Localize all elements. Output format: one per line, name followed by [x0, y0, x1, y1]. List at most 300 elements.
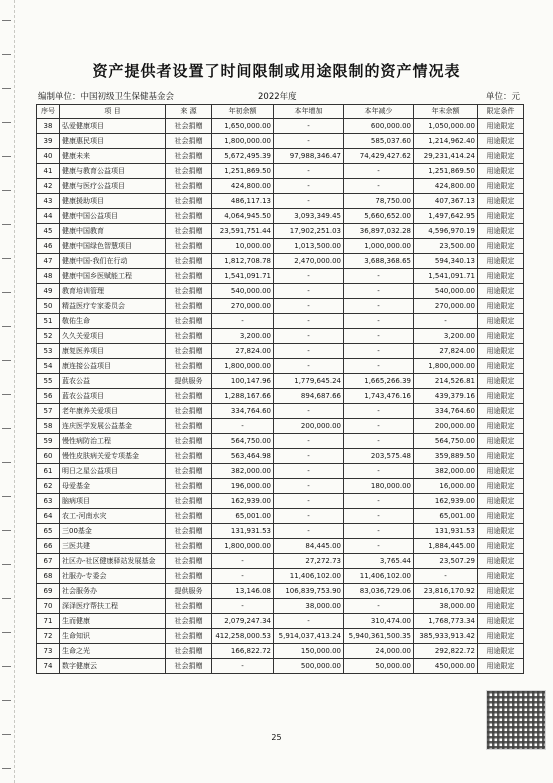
cell-increase: 3,093,349.45 — [274, 209, 344, 224]
cell-begin-balance: 10,000.00 — [212, 239, 274, 254]
cell-increase: - — [274, 509, 344, 524]
edge-tick — [2, 768, 11, 769]
cell-source: 社会捐赠 — [166, 284, 212, 299]
cell-source: 社会捐赠 — [166, 599, 212, 614]
cell-increase: - — [274, 134, 344, 149]
cell-source: 社会捐赠 — [166, 494, 212, 509]
cell-no: 51 — [37, 314, 60, 329]
cell-decrease: - — [344, 359, 414, 374]
cell-increase: - — [274, 614, 344, 629]
cell-no: 74 — [37, 659, 60, 674]
cell-end-balance: 1,497,642.95 — [414, 209, 478, 224]
cell-begin-balance: 563,464.98 — [212, 449, 274, 464]
cell-restriction: 用途限定 — [478, 539, 524, 554]
table-row — [37, 584, 524, 599]
cell-no: 49 — [37, 284, 60, 299]
cell-begin-balance: 1,812,708.78 — [212, 254, 274, 269]
cell-end-balance: 214,526.81 — [414, 374, 478, 389]
cell-source: 提供服务 — [166, 584, 212, 599]
cell-end-balance: 4,596,970.19 — [414, 224, 478, 239]
cell-increase: - — [274, 494, 344, 509]
cell-restriction: 用途限定 — [478, 134, 524, 149]
cell-end-balance: 564,750.00 — [414, 434, 478, 449]
cell-item: 生命之光 — [60, 644, 166, 659]
cell-no: 55 — [37, 374, 60, 389]
table-row — [37, 134, 524, 149]
table-row — [37, 434, 524, 449]
cell-source: 社会捐赠 — [166, 209, 212, 224]
cell-end-balance: 334,764.60 — [414, 404, 478, 419]
cell-restriction: 用途限定 — [478, 224, 524, 239]
cell-item: 数字健康云 — [60, 659, 166, 674]
cell-decrease: - — [344, 524, 414, 539]
cell-begin-balance: - — [212, 569, 274, 584]
cell-no: 52 — [37, 329, 60, 344]
cell-increase: 150,000.00 — [274, 644, 344, 659]
cell-item: 健康中国绿色智慧项目 — [60, 239, 166, 254]
cell-restriction: 用途限定 — [478, 389, 524, 404]
cell-item: 健康与教育公益项目 — [60, 164, 166, 179]
cell-decrease: - — [344, 434, 414, 449]
table-row — [37, 629, 524, 644]
cell-begin-balance: 196,000.00 — [212, 479, 274, 494]
table-row — [37, 509, 524, 524]
cell-end-balance: 162,939.00 — [414, 494, 478, 509]
cell-end-balance: 3,200.00 — [414, 329, 478, 344]
cell-item: 社会服务办 — [60, 584, 166, 599]
cell-decrease: 1,743,476.16 — [344, 389, 414, 404]
cell-increase: - — [274, 284, 344, 299]
cell-restriction: 用途限定 — [478, 344, 524, 359]
cell-begin-balance: - — [212, 554, 274, 569]
header-decrease: 本年减少 — [344, 105, 414, 119]
cell-begin-balance: 3,200.00 — [212, 329, 274, 344]
cell-decrease: - — [344, 539, 414, 554]
cell-restriction: 用途限定 — [478, 509, 524, 524]
cell-no: 68 — [37, 569, 60, 584]
table-row — [37, 569, 524, 584]
cell-source: 社会捐赠 — [166, 539, 212, 554]
cell-item: 慢性皮肤病关爱专项基金 — [60, 449, 166, 464]
cell-end-balance: 292,822.72 — [414, 644, 478, 659]
edge-tick — [2, 88, 11, 89]
cell-item: 深泽医疗帮扶工程 — [60, 599, 166, 614]
cell-decrease: 36,897,032.28 — [344, 224, 414, 239]
edge-tick — [2, 700, 11, 701]
cell-increase: - — [274, 434, 344, 449]
header-item: 项 目 — [60, 105, 166, 119]
cell-item: 母爱基金 — [60, 479, 166, 494]
edge-tick — [2, 394, 11, 395]
table-row — [37, 419, 524, 434]
cell-no: 59 — [37, 434, 60, 449]
table-row — [37, 449, 524, 464]
cell-source: 社会捐赠 — [166, 479, 212, 494]
cell-no: 39 — [37, 134, 60, 149]
cell-item: 健康中国乡医赋能工程 — [60, 269, 166, 284]
cell-source: 社会捐赠 — [166, 254, 212, 269]
cell-restriction: 用途限定 — [478, 329, 524, 344]
cell-begin-balance: 5,672,495.39 — [212, 149, 274, 164]
edge-tick — [2, 224, 11, 225]
cell-end-balance: 540,000.00 — [414, 284, 478, 299]
cell-increase: - — [274, 269, 344, 284]
page-number: 25 — [271, 733, 282, 742]
cell-end-balance: 424,800.00 — [414, 179, 478, 194]
cell-no: 67 — [37, 554, 60, 569]
cell-begin-balance: 1,650,000.00 — [212, 119, 274, 134]
cell-end-balance: 385,933,913.42 — [414, 629, 478, 644]
cell-decrease: 180,000.00 — [344, 479, 414, 494]
header-begin-balance: 年初余额 — [212, 105, 274, 119]
cell-restriction: 用途限定 — [478, 194, 524, 209]
cell-increase: - — [274, 329, 344, 344]
cell-decrease: - — [344, 269, 414, 284]
cell-end-balance: - — [414, 314, 478, 329]
table-header-row — [37, 105, 524, 119]
cell-increase: - — [274, 299, 344, 314]
cell-restriction: 用途限定 — [478, 209, 524, 224]
cell-no: 65 — [37, 524, 60, 539]
cell-decrease: - — [344, 599, 414, 614]
cell-end-balance: 450,000.00 — [414, 659, 478, 674]
cell-restriction: 用途限定 — [478, 584, 524, 599]
cell-item: 生而健康 — [60, 614, 166, 629]
cell-decrease: 78,750.00 — [344, 194, 414, 209]
edge-tick — [2, 54, 11, 55]
cell-decrease: - — [344, 299, 414, 314]
cell-restriction: 用途限定 — [478, 569, 524, 584]
cell-source: 提供服务 — [166, 374, 212, 389]
cell-restriction: 用途限定 — [478, 119, 524, 134]
cell-decrease: - — [344, 329, 414, 344]
cell-decrease: 310,474.00 — [344, 614, 414, 629]
cell-begin-balance: 540,000.00 — [212, 284, 274, 299]
cell-item: 三医共建 — [60, 539, 166, 554]
cell-begin-balance: - — [212, 419, 274, 434]
cell-no: 57 — [37, 404, 60, 419]
cell-no: 54 — [37, 359, 60, 374]
edge-tick — [2, 190, 11, 191]
table-row — [37, 344, 524, 359]
edge-tick — [2, 632, 11, 633]
cell-source: 社会捐赠 — [166, 554, 212, 569]
cell-item: 健康中国-我们在行动 — [60, 254, 166, 269]
edge-tick — [2, 258, 11, 259]
cell-no: 71 — [37, 614, 60, 629]
table-row — [37, 479, 524, 494]
cell-decrease: 50,000.00 — [344, 659, 414, 674]
cell-begin-balance: 162,939.00 — [212, 494, 274, 509]
cell-decrease: 74,429,427.62 — [344, 149, 414, 164]
cell-increase: - — [274, 524, 344, 539]
header-end-balance: 年末余额 — [414, 105, 478, 119]
cell-source: 社会捐赠 — [166, 194, 212, 209]
cell-decrease: - — [344, 419, 414, 434]
cell-no: 64 — [37, 509, 60, 524]
cell-increase: - — [274, 179, 344, 194]
cell-source: 社会捐赠 — [166, 179, 212, 194]
cell-begin-balance: 2,079,247.34 — [212, 614, 274, 629]
cell-item: 康复医养项目 — [60, 344, 166, 359]
cell-increase: 200,000.00 — [274, 419, 344, 434]
cell-restriction: 用途限定 — [478, 554, 524, 569]
cell-item: 社区办-社区健康驿站发展基金 — [60, 554, 166, 569]
cell-end-balance: 27,824.00 — [414, 344, 478, 359]
cell-item: 健康未来 — [60, 149, 166, 164]
cell-item: 健康与医疗公益项目 — [60, 179, 166, 194]
cell-item: 健康惠民项目 — [60, 134, 166, 149]
cell-source: 社会捐赠 — [166, 389, 212, 404]
cell-no: 42 — [37, 179, 60, 194]
edge-tick — [2, 598, 11, 599]
cell-restriction: 用途限定 — [478, 299, 524, 314]
cell-source: 社会捐赠 — [166, 509, 212, 524]
table-row — [37, 179, 524, 194]
cell-increase: 500,000.00 — [274, 659, 344, 674]
cell-restriction: 用途限定 — [478, 524, 524, 539]
table-row — [37, 194, 524, 209]
table-row — [37, 269, 524, 284]
cell-no: 48 — [37, 269, 60, 284]
cell-restriction: 用途限定 — [478, 434, 524, 449]
cell-restriction: 用途限定 — [478, 464, 524, 479]
cell-begin-balance: - — [212, 599, 274, 614]
cell-no: 44 — [37, 209, 60, 224]
cell-increase: - — [274, 344, 344, 359]
cell-decrease: 600,000.00 — [344, 119, 414, 134]
table-row — [37, 614, 524, 629]
cell-restriction: 用途限定 — [478, 149, 524, 164]
cell-no: 72 — [37, 629, 60, 644]
cell-restriction: 用途限定 — [478, 494, 524, 509]
edge-tick — [2, 462, 11, 463]
cell-begin-balance: 564,750.00 — [212, 434, 274, 449]
cell-end-balance: 23,500.00 — [414, 239, 478, 254]
cell-begin-balance: 382,000.00 — [212, 464, 274, 479]
cell-decrease: 585,037.60 — [344, 134, 414, 149]
cell-item: 弘爱健康项目 — [60, 119, 166, 134]
cell-end-balance: 1,884,445.00 — [414, 539, 478, 554]
cell-no: 47 — [37, 254, 60, 269]
cell-end-balance: 382,000.00 — [414, 464, 478, 479]
edge-tick — [2, 156, 11, 157]
table-row — [37, 254, 524, 269]
table-row — [37, 539, 524, 554]
cell-begin-balance: 27,824.00 — [212, 344, 274, 359]
cell-no: 45 — [37, 224, 60, 239]
cell-decrease: 83,036,729.06 — [344, 584, 414, 599]
cell-end-balance: 594,340.13 — [414, 254, 478, 269]
cell-end-balance: 1,768,773.34 — [414, 614, 478, 629]
cell-source: 社会捐赠 — [166, 344, 212, 359]
cell-increase: 17,902,251.03 — [274, 224, 344, 239]
cell-increase: 894,687.66 — [274, 389, 344, 404]
cell-begin-balance: 1,800,000.00 — [212, 134, 274, 149]
cell-no: 62 — [37, 479, 60, 494]
cell-increase: 84,445.00 — [274, 539, 344, 554]
cell-increase: - — [274, 314, 344, 329]
table-row — [37, 599, 524, 614]
cell-increase: 97,988,346.47 — [274, 149, 344, 164]
cell-increase: - — [274, 359, 344, 374]
cell-end-balance: 16,000.00 — [414, 479, 478, 494]
cell-begin-balance: 100,147.96 — [212, 374, 274, 389]
edge-tick — [2, 292, 11, 293]
cell-increase: - — [274, 449, 344, 464]
cell-decrease: - — [344, 464, 414, 479]
cell-increase: 5,914,037,413.24 — [274, 629, 344, 644]
cell-increase: 27,272.73 — [274, 554, 344, 569]
cell-restriction: 用途限定 — [478, 449, 524, 464]
cell-decrease: 11,406,102.00 — [344, 569, 414, 584]
cell-item: 精益医疗专家委员会 — [60, 299, 166, 314]
table-row — [37, 209, 524, 224]
cell-begin-balance: 1,800,000.00 — [212, 359, 274, 374]
cell-no: 56 — [37, 389, 60, 404]
cell-begin-balance: 1,251,869.50 — [212, 164, 274, 179]
cell-item: 蓝农公益项目 — [60, 389, 166, 404]
currency-unit: 单位：元 — [486, 92, 521, 102]
cell-item: 社服办-专委会 — [60, 569, 166, 584]
cell-source: 社会捐赠 — [166, 329, 212, 344]
cell-no: 69 — [37, 584, 60, 599]
table-row — [37, 329, 524, 344]
edge-tick — [2, 428, 11, 429]
cell-no: 58 — [37, 419, 60, 434]
edge-tick — [2, 496, 11, 497]
cell-no: 40 — [37, 149, 60, 164]
cell-source: 社会捐赠 — [166, 569, 212, 584]
cell-no: 63 — [37, 494, 60, 509]
cell-end-balance: 270,000.00 — [414, 299, 478, 314]
cell-restriction: 用途限定 — [478, 479, 524, 494]
cell-restriction: 用途限定 — [478, 599, 524, 614]
table-row — [37, 374, 524, 389]
edge-tick — [2, 360, 11, 361]
cell-begin-balance: 486,117.13 — [212, 194, 274, 209]
cell-increase: 11,406,102.00 — [274, 569, 344, 584]
organization-label: 编制单位：中国初级卫生保健基金会 — [38, 92, 175, 102]
table-row — [37, 224, 524, 239]
cell-source: 社会捐赠 — [166, 644, 212, 659]
cell-end-balance: 1,214,962.40 — [414, 134, 478, 149]
header-source: 来 源 — [166, 105, 212, 119]
cell-end-balance: 65,001.00 — [414, 509, 478, 524]
cell-increase: 1,013,500.00 — [274, 239, 344, 254]
cell-restriction: 用途限定 — [478, 239, 524, 254]
cell-begin-balance: 424,800.00 — [212, 179, 274, 194]
cell-item: 健康中国公益项目 — [60, 209, 166, 224]
cell-no: 66 — [37, 539, 60, 554]
cell-source: 社会捐赠 — [166, 464, 212, 479]
restricted-assets-table — [36, 104, 524, 674]
cell-begin-balance: - — [212, 659, 274, 674]
cell-decrease: 5,660,652.00 — [344, 209, 414, 224]
cell-source: 社会捐赠 — [166, 449, 212, 464]
cell-no: 70 — [37, 599, 60, 614]
cell-source: 社会捐赠 — [166, 149, 212, 164]
cell-increase: 106,839,753.90 — [274, 584, 344, 599]
cell-begin-balance: 412,258,000.53 — [212, 629, 274, 644]
table-row — [37, 389, 524, 404]
cell-end-balance: 23,816,170.92 — [414, 584, 478, 599]
cell-restriction: 用途限定 — [478, 374, 524, 389]
cell-decrease: - — [344, 179, 414, 194]
cell-source: 社会捐赠 — [166, 299, 212, 314]
cell-restriction: 用途限定 — [478, 254, 524, 269]
cell-item: 久久关爱项目 — [60, 329, 166, 344]
cell-no: 61 — [37, 464, 60, 479]
cell-decrease: - — [344, 509, 414, 524]
cell-decrease: - — [344, 494, 414, 509]
document-title: 资产提供者设置了时间限制或用途限制的资产情况表 — [92, 62, 461, 80]
cell-begin-balance: 1,288,167.66 — [212, 389, 274, 404]
cell-increase: 38,000.00 — [274, 599, 344, 614]
cell-end-balance: 38,000.00 — [414, 599, 478, 614]
cell-decrease: 3,765.44 — [344, 554, 414, 569]
table-row — [37, 659, 524, 674]
cell-increase: - — [274, 119, 344, 134]
cell-decrease: - — [344, 164, 414, 179]
header-restriction: 限定条件 — [478, 105, 524, 119]
edge-tick — [2, 326, 11, 327]
cell-increase: 1,779,645.24 — [274, 374, 344, 389]
cell-decrease: 203,575.48 — [344, 449, 414, 464]
cell-decrease: - — [344, 284, 414, 299]
cell-no: 60 — [37, 449, 60, 464]
cell-begin-balance: 23,591,751.44 — [212, 224, 274, 239]
table-row — [37, 554, 524, 569]
cell-begin-balance: 65,001.00 — [212, 509, 274, 524]
table-row — [37, 164, 524, 179]
cell-no: 50 — [37, 299, 60, 314]
cell-restriction: 用途限定 — [478, 179, 524, 194]
cell-restriction: 用途限定 — [478, 629, 524, 644]
cell-increase: - — [274, 479, 344, 494]
cell-no: 41 — [37, 164, 60, 179]
cell-source: 社会捐赠 — [166, 629, 212, 644]
cell-begin-balance: 166,822.72 — [212, 644, 274, 659]
table-row — [37, 239, 524, 254]
cell-decrease: 1,000,000.00 — [344, 239, 414, 254]
cell-source: 社会捐赠 — [166, 119, 212, 134]
cell-end-balance: 407,367.13 — [414, 194, 478, 209]
edge-tick — [2, 530, 11, 531]
cell-decrease: - — [344, 344, 414, 359]
cell-begin-balance: 1,800,000.00 — [212, 539, 274, 554]
cell-source: 社会捐赠 — [166, 224, 212, 239]
table-row — [37, 299, 524, 314]
cell-begin-balance: - — [212, 314, 274, 329]
cell-restriction: 用途限定 — [478, 614, 524, 629]
cell-no: 53 — [37, 344, 60, 359]
table-row — [37, 359, 524, 374]
cell-item: 康连接公益项目 — [60, 359, 166, 374]
table-row — [37, 464, 524, 479]
table-row — [37, 149, 524, 164]
cell-decrease: - — [344, 404, 414, 419]
table-row — [37, 284, 524, 299]
cell-restriction: 用途限定 — [478, 284, 524, 299]
cell-begin-balance: 334,764.60 — [212, 404, 274, 419]
cell-end-balance: 1,251,869.50 — [414, 164, 478, 179]
cell-restriction: 用途限定 — [478, 644, 524, 659]
edge-tick — [2, 20, 11, 21]
cell-increase: - — [274, 164, 344, 179]
cell-restriction: 用途限定 — [478, 404, 524, 419]
cell-restriction: 用途限定 — [478, 359, 524, 374]
